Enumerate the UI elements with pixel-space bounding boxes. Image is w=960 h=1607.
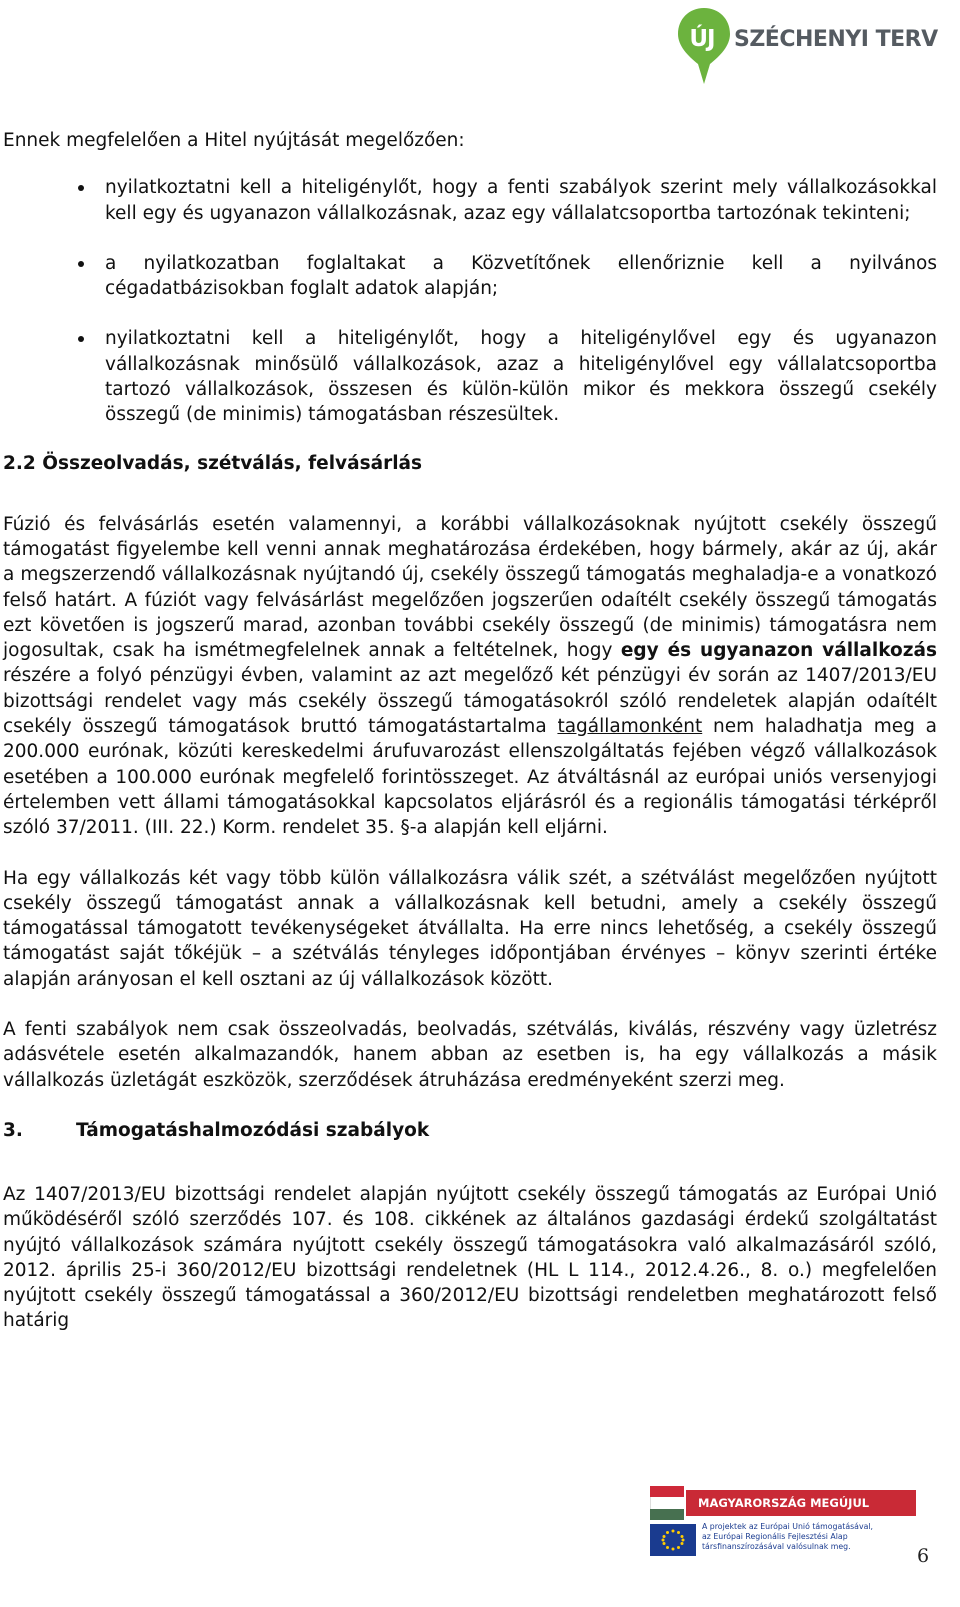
text-run: részére a folyó pénzügyi évben, valamint az azt megelőző két pénzügyi év során az 1407/2013/EU bizottsági rendelet vagy más csekély összegű támogatásokról szóló rendeletek alapján odaítélt csekély összegű támogatások bruttó támogatástartalma [3, 665, 937, 738]
page-number: 6 [917, 1545, 930, 1567]
list-item [3, 175, 937, 226]
list-item-text: nyilatkoztatni kell a hiteligénylőt, hogy a fenti szabályok szerint mely vállalkozásokkal kell egy és ugyanazon vállalkozásnak, azaz egy vállalatcsoportba tartozónak tekinteni; [105, 177, 937, 224]
section-2-2-paragraph-1 [3, 512, 937, 841]
eu-notice-text [702, 1522, 873, 1552]
bold-text: egy és ugyanazon vállalkozás [620, 640, 938, 662]
eu-notice-line: társfinanszírozásával valósulnak meg. [702, 1542, 851, 1551]
bullet-icon [78, 185, 84, 191]
eu-flag-icon [650, 1524, 696, 1556]
underlined-text: tagállamonként [557, 716, 703, 738]
section-2-2-paragraph-2: Ha egy vállalkozás két vagy több külön vállalkozásra válik szét, a szétválást megelőzően nyújtott csekély összegű támogatást annak a vállalkozásnak kell betudni, amely a csekély összegű támogatással támogatott tevékenységeket átvállalta. Ha erre nincs lehetőség, a csekély összegű támogatást saját tőkéjük – a szétválás tényleges időpontjában érvényes – könyv szerinti értéke alapján arányosan el kell osztani az új vállalkozások között. [3, 867, 937, 990]
section-3-paragraph-1: Az 1407/2013/EU bizottsági rendelet alapján nyújtott csekély összegű támogatás az Európai Unió működéséről szóló szerződés 107. és 108. cikkének az általános gazdasági érdekű szolgáltatást nyújtó vállalkozások számára nyújtott csekély összegű támogatásokra való alkalmazásáról szóló, 2012. április 25-i 360/2012/EU bizottsági rendeletnek (HL L 114., 2012.4.26., 8. o.) megfelelően nyújtott csekély összegű támogatással a 360/2012/EU bizottsági rendeletben meghatározott felső határig [3, 1183, 937, 1332]
list-item [3, 251, 937, 302]
list-item-text: nyilatkoztatni kell a hiteligénylőt, hogy a hiteligénylővel egy és ugyanazon vállalkozásnak minősülő vállalkozások, azaz a hiteligénylővel egy vállalatcsoportba tartozó vállalkozások, összesen és külön-külön mikor és mekkora összegű csekély összegű (de minimis) támogatásban részesültek. [105, 328, 937, 426]
eu-notice-line: A projektek az Európai Unió támogatásával, [702, 1522, 873, 1531]
magyarorszag-megujul-logo [650, 1486, 922, 1520]
intro-paragraph: Ennek megfelelően a Hitel nyújtását megelőzően: [3, 130, 465, 151]
section-title: Támogatáshalmozódási szabályok [76, 1119, 430, 1141]
list-item-text: a nyilatkozatban foglaltakat a Közvetítőnek ellenőriznie kell a nyilvános cégadatbázisokban foglalt adatok alapján; [105, 252, 937, 300]
flag-stripe-white [650, 1497, 685, 1509]
flag-stripe-green [650, 1509, 684, 1520]
flag-stripe-red [650, 1486, 684, 1497]
eu-funding-notice [650, 1522, 930, 1568]
section-number: 3. [3, 1119, 23, 1141]
section-2-2-heading: 2.2 Összeolvadás, szétválás, felvásárlás [3, 452, 423, 474]
document-body [3, 128, 937, 1359]
eu-notice-line: az Európai Regionális Fejlesztési Alap [702, 1532, 848, 1541]
szechenyi-terv-logo [676, 6, 936, 86]
section-2-2-paragraph-3: A fenti szabályok nem csak összeolvadás, beolvadás, szétválás, kiválás, részvény vagy üzletrész adásvétele esetén alkalmazandók, hanem abban az esetben is, ha egy vállalkozás a másik vállalkozás üzletágát eszközök, szerződések átruházása eredményeként szerzi meg. [3, 1019, 937, 1091]
bullet-icon [78, 261, 84, 267]
section-3-heading [3, 1118, 937, 1143]
logo-prefix: ÚJ [689, 26, 715, 52]
text-run: Fúzió és felvásárlás esetén valamennyi, a korábbi vállalkozásoknak nyújtott csekély összegű támogatást figyelembe kell venni annak meghatározása érdekében, hogy bármely, akár az új, akár a megszerzendő vállalkozásnak nyújtandó új, csekély összegű támogatás meghaladja-e a vonatkozó felső határt. A fúziót vagy felvásárlást megelőzően jogszerűen odaítélt csekély összegű támogatás ezt követően is jogszerű marad, azonban további csekély összegű (de minimis) támogatásra nem jogosultak, csak ha ismétmegfelelnek annak a feltételnek, hogy [3, 513, 937, 662]
list-item [3, 326, 937, 427]
banner-text: MAGYARORSZÁG MEGÚJUL [686, 1490, 916, 1516]
text-run: nem haladhatja meg a 200.000 eurónak, közúti kereskedelmi árufuvarozást ellenszolgáltatás fejében végző vállalkozások esetében a 100.000 eurónak megfelelő forintösszeget. Az átváltásnál az európai uniós versenyjogi értelemben vett állami támogatásokkal kapcsolatos eljárásról és a regionális támogatási térképről szóló 37/2011. (III. 22.) Korm. rendelet 35. §-a alapján kell eljárni. [3, 716, 937, 839]
requirements-list [3, 175, 937, 427]
logo-text: SZÉCHENYI TERV [734, 27, 938, 52]
bullet-icon [78, 336, 84, 342]
